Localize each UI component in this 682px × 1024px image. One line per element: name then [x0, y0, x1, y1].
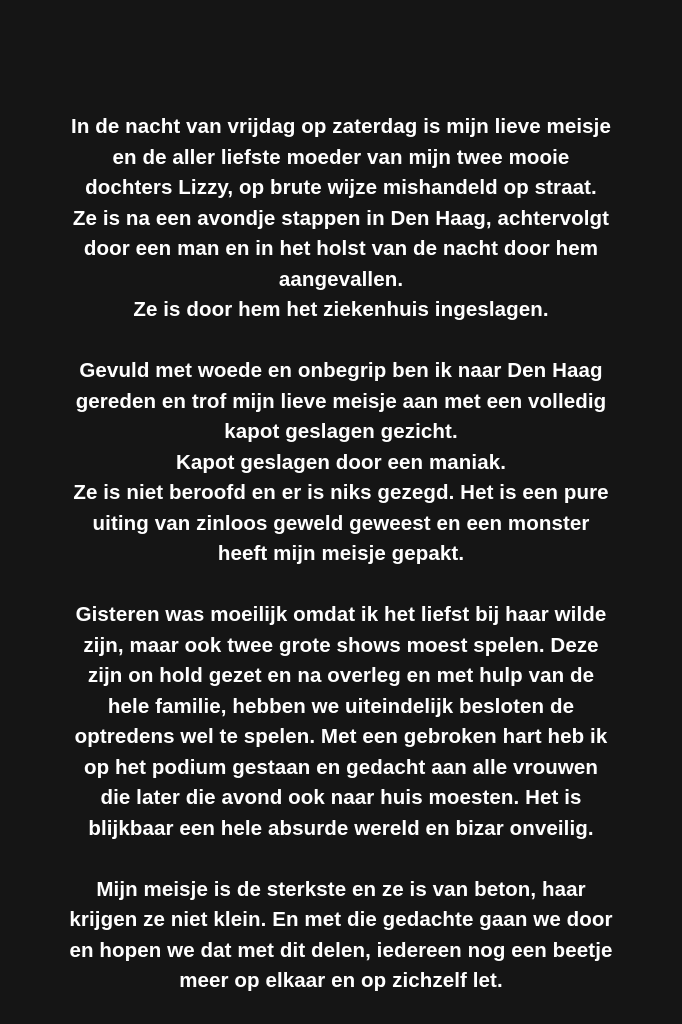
text-line: optredens wel te spelen. Met een gebroken hart heb ik	[74, 725, 608, 748]
text-line: meer op elkaar en op zichzelf let.	[179, 969, 503, 992]
text-line: kapot geslagen gezicht.	[224, 420, 458, 443]
paragraph-1	[14, 112, 668, 326]
text-line: blijkbaar een hele absurde wereld en bizar onveilig.	[88, 816, 594, 840]
text-line: krijgen ze niet klein. En met die gedachte gaan we door	[69, 908, 613, 931]
text-line: door een man en in het holst van de nacht door hem	[83, 237, 599, 260]
text-line: Gisteren was moeilijk omdat ik het liefst bij haar wilde	[75, 603, 607, 626]
text-line: zijn, maar ook twee grote shows moest spelen. Deze	[83, 633, 599, 657]
text-line: Ze is door hem het ziekenhuis ingeslagen.	[133, 298, 549, 321]
text-line: Ze is na een avondje stappen in Den Haag, achtervolgt	[72, 206, 610, 230]
paragraph-spacer	[14, 844, 668, 875]
text-line: hele familie, hebben we uiteindelijk besloten de	[107, 694, 575, 718]
text-line: en hopen we dat met dit delen, iedereen nog een beetje	[69, 938, 613, 962]
text-line: zijn on hold gezet en na overleg en met hulp van de	[87, 664, 595, 687]
paragraph-2	[14, 356, 668, 570]
text-line: uiting van zinloos geweld geweest en een monster	[92, 511, 590, 535]
text-line: Gevuld met woede en onbegrip ben ik naar Den Haag	[79, 359, 603, 382]
text-line: Ze is niet beroofd en er is niks gezegd. Het is een pure	[73, 481, 609, 504]
paragraph-4	[14, 875, 668, 997]
text-line: op het podium gestaan en gedacht aan alle vrouwen	[83, 755, 599, 779]
text-line: dochters Lizzy, op brute wijze mishandeld op straat.	[85, 176, 597, 199]
text-line: aangevallen.	[278, 267, 404, 291]
paragraph-spacer	[14, 570, 668, 601]
story-text	[14, 112, 668, 997]
text-line: heeft mijn meisje gepakt.	[217, 542, 465, 565]
paragraph-3	[14, 600, 668, 844]
paragraph-spacer	[14, 326, 668, 357]
text-line: die later die avond ook naar huis moesten. Het is	[100, 786, 582, 809]
text-line: In de nacht van vrijdag op zaterdag is mijn lieve meisje	[71, 115, 611, 138]
text-line: Mijn meisje is de sterkste en ze is van beton, haar	[96, 877, 586, 901]
text-line: gereden en trof mijn lieve meisje aan met een volledig	[75, 389, 607, 413]
text-line: en de aller liefste moeder van mijn twee mooie	[112, 145, 570, 169]
text-line: Kapot geslagen door een maniak.	[175, 450, 507, 474]
